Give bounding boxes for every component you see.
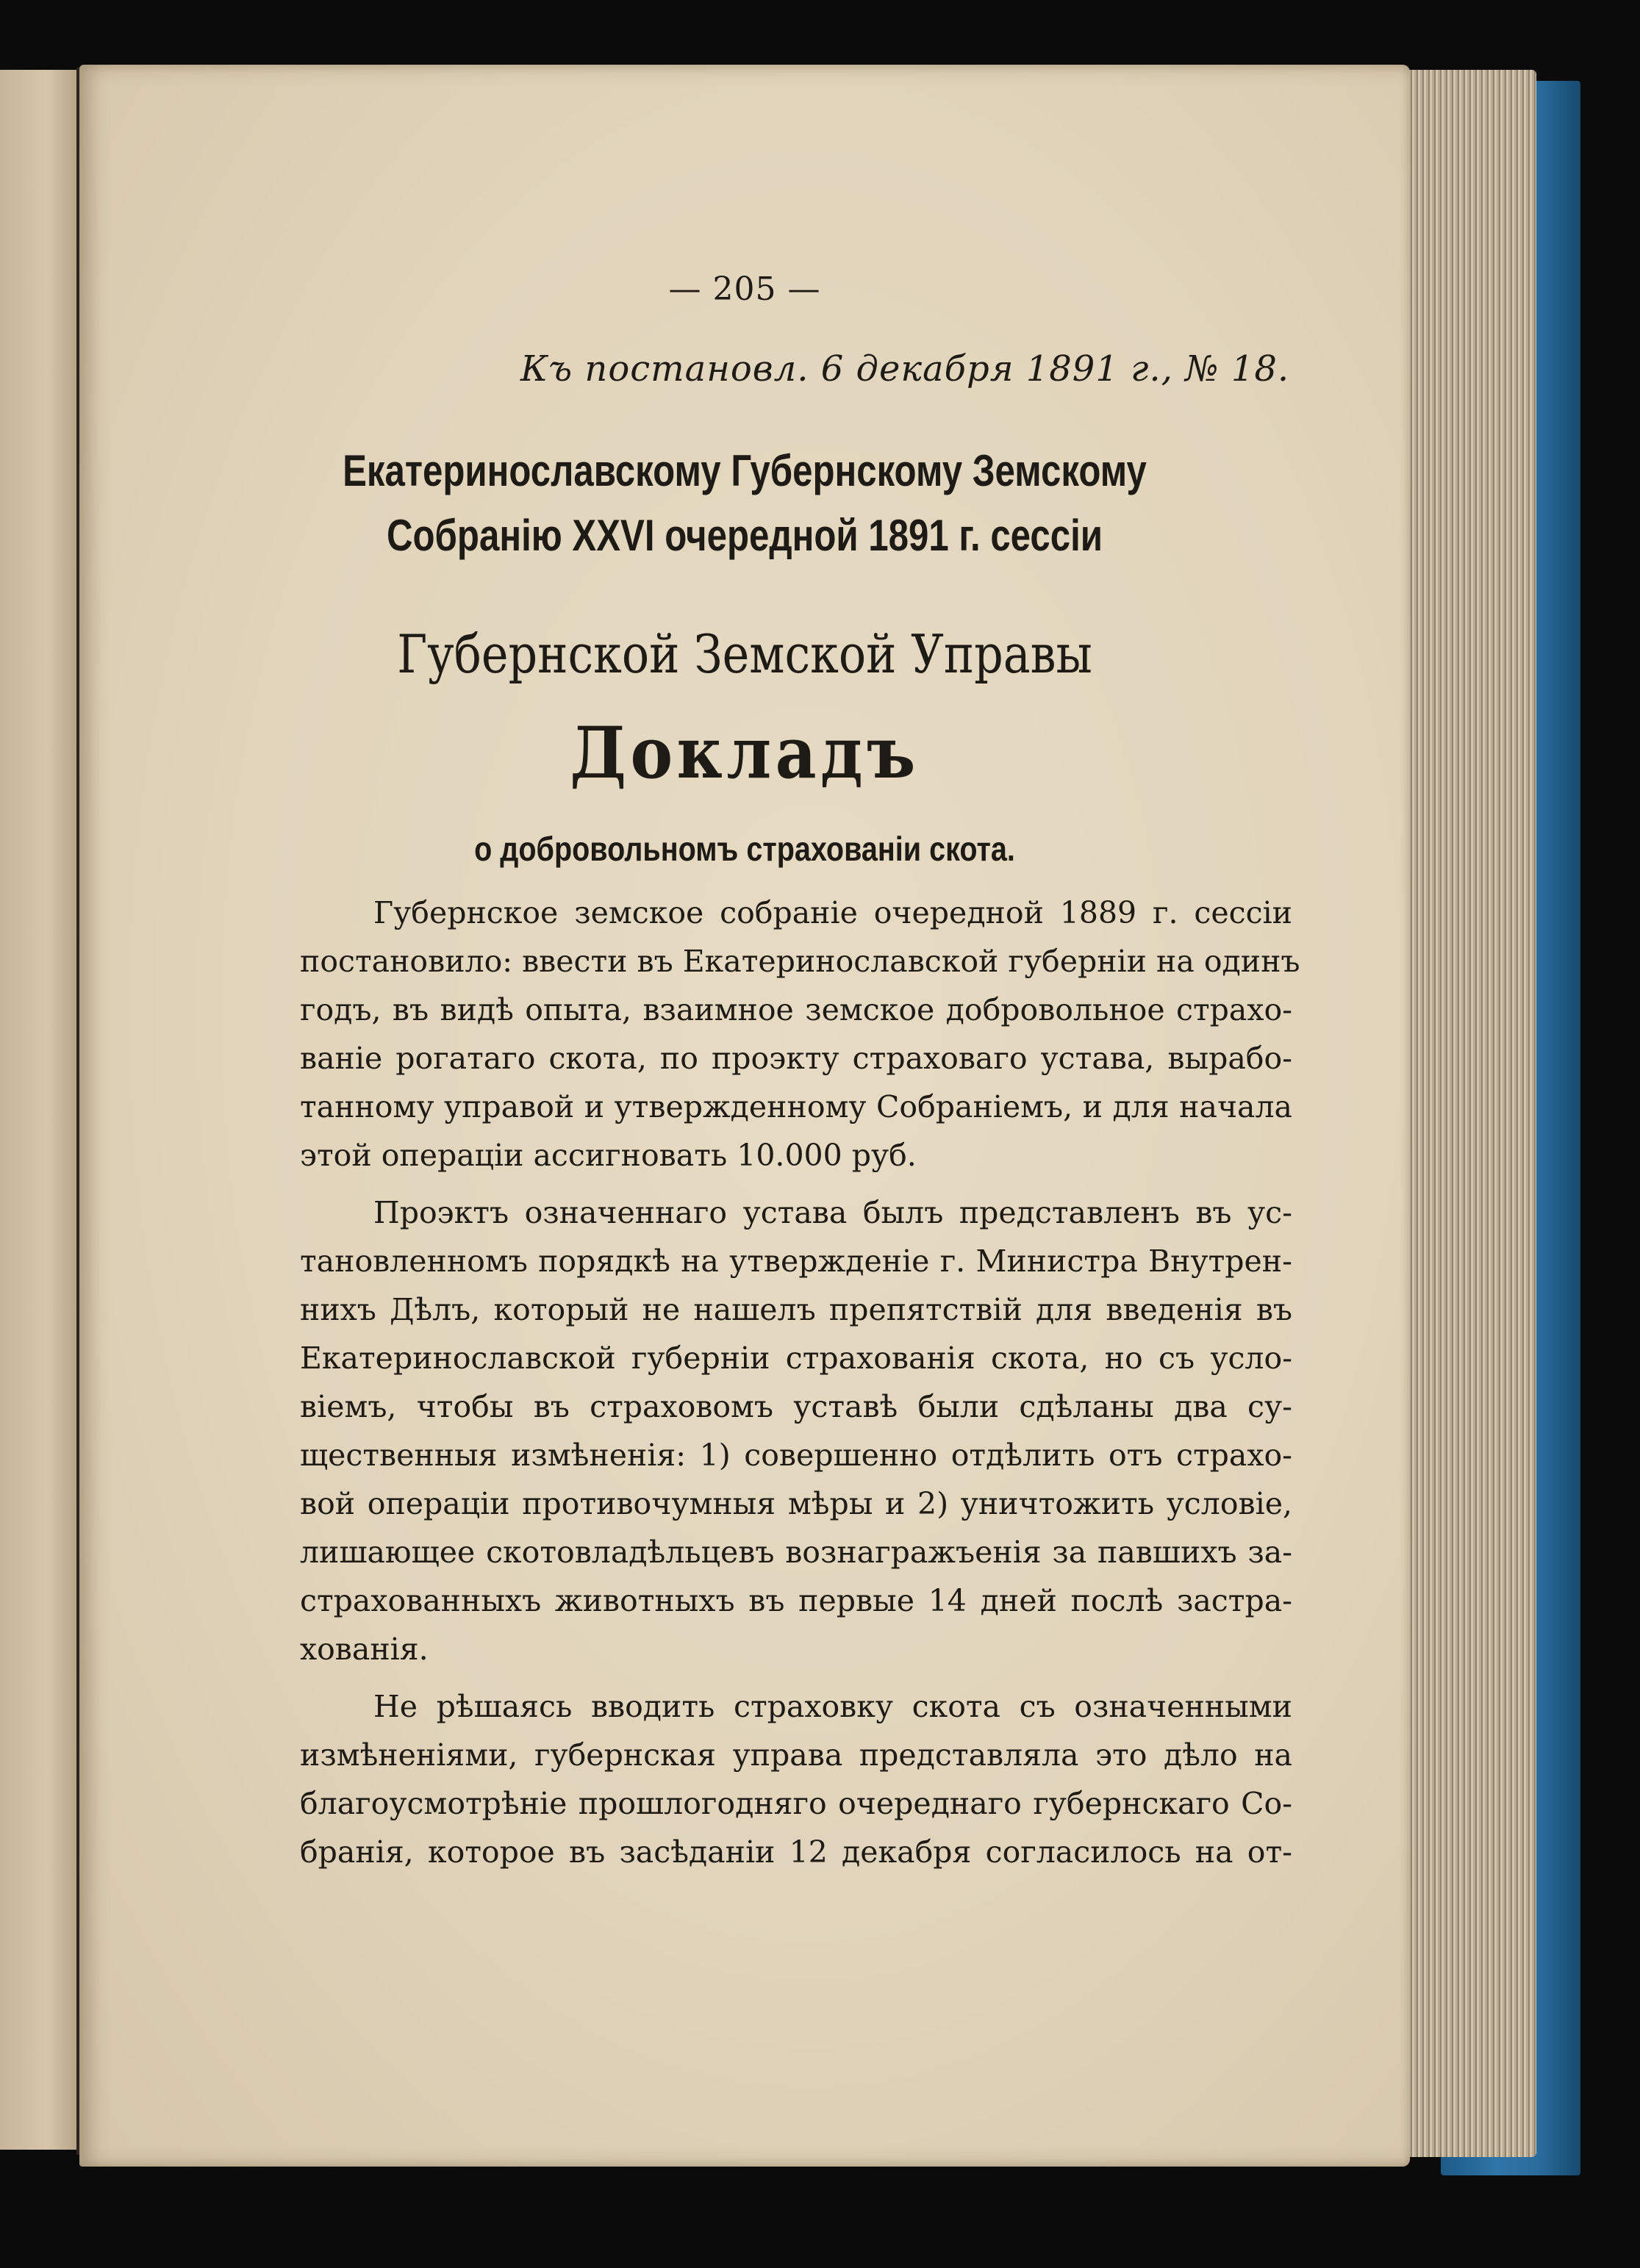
body-line: этой операціи ассигновать 10.000 руб. — [300, 1138, 917, 1173]
body-line: годъ, въ видѣ опыта, взаимное земское добровольное страхо- — [300, 992, 1292, 1027]
body-line: ваніе рогатаго скота, по проэкту страховаго устава, вырабо- — [300, 1041, 1292, 1076]
body-line: вой операціи противочумныя мѣры и 2) уничтожить условіе, — [300, 1486, 1292, 1521]
body-line: віемъ, чтобы въ страховомъ уставѣ были сдѣланы два су- — [300, 1389, 1292, 1424]
facing-page — [0, 70, 79, 2150]
body-line: танному управой и утвержденному Собраніемъ, и для начала — [300, 1089, 1292, 1124]
resolution-reference: Къ постановл. 6 декабря 1891 г., № 18. — [520, 348, 1290, 390]
body-line: благоусмотрѣніе прошлогодняго очереднаго губернскаго Со- — [300, 1786, 1292, 1821]
title-line-1: Екатеринославскому Губернскому Земскому — [343, 446, 1147, 495]
body-line: тановленномъ порядкѣ на утвержденіе г. Министра Внутрен- — [300, 1244, 1292, 1279]
body-line: страхованныхъ животныхъ въ первые 14 дней послѣ застра- — [300, 1583, 1292, 1618]
body-line: Проэктъ означеннаго устава былъ представленъ въ ус- — [373, 1195, 1292, 1230]
page-number: — 205 — — [668, 270, 821, 308]
subtitle: Губернской Земской Управы — [397, 623, 1092, 685]
body-line: лишающее скотовладѣльцевъ вознагражъенія за павшихъ за- — [300, 1535, 1292, 1570]
body-line: постановило: ввести въ Екатеринославской губерніи на одинъ — [300, 944, 1300, 979]
body-line: хованія. — [300, 1632, 429, 1667]
title-line-2: Собранію XXVI очередной 1891 г. сессіи — [386, 511, 1103, 560]
body-line: нихъ Дѣлъ, который не нашелъ препятствій для введенія въ — [300, 1292, 1292, 1327]
page-edges — [1397, 70, 1536, 2157]
body-line: измѣненіями, губернская управа представляла это дѣло на — [300, 1737, 1292, 1773]
report-topic: о добровольномъ страхованіи скота. — [474, 830, 1015, 868]
book-page — [79, 65, 1410, 2167]
body-line: Не рѣшаясь вводить страховку скота съ означенными — [373, 1689, 1292, 1724]
body-line: Екатеринославской губерніи страхованія скота, но съ усло- — [300, 1341, 1292, 1376]
body-line: щественныя измѣненія: 1) совершенно отдѣлить отъ страхо- — [300, 1438, 1292, 1473]
report-heading: Докладъ — [570, 711, 920, 794]
body-line: Губернское земское собраніе очередной 1889 г. сессіи — [373, 895, 1292, 930]
body-line: бранія, которое въ засѣданіи 12 декабря согласилось на от- — [300, 1834, 1292, 1870]
